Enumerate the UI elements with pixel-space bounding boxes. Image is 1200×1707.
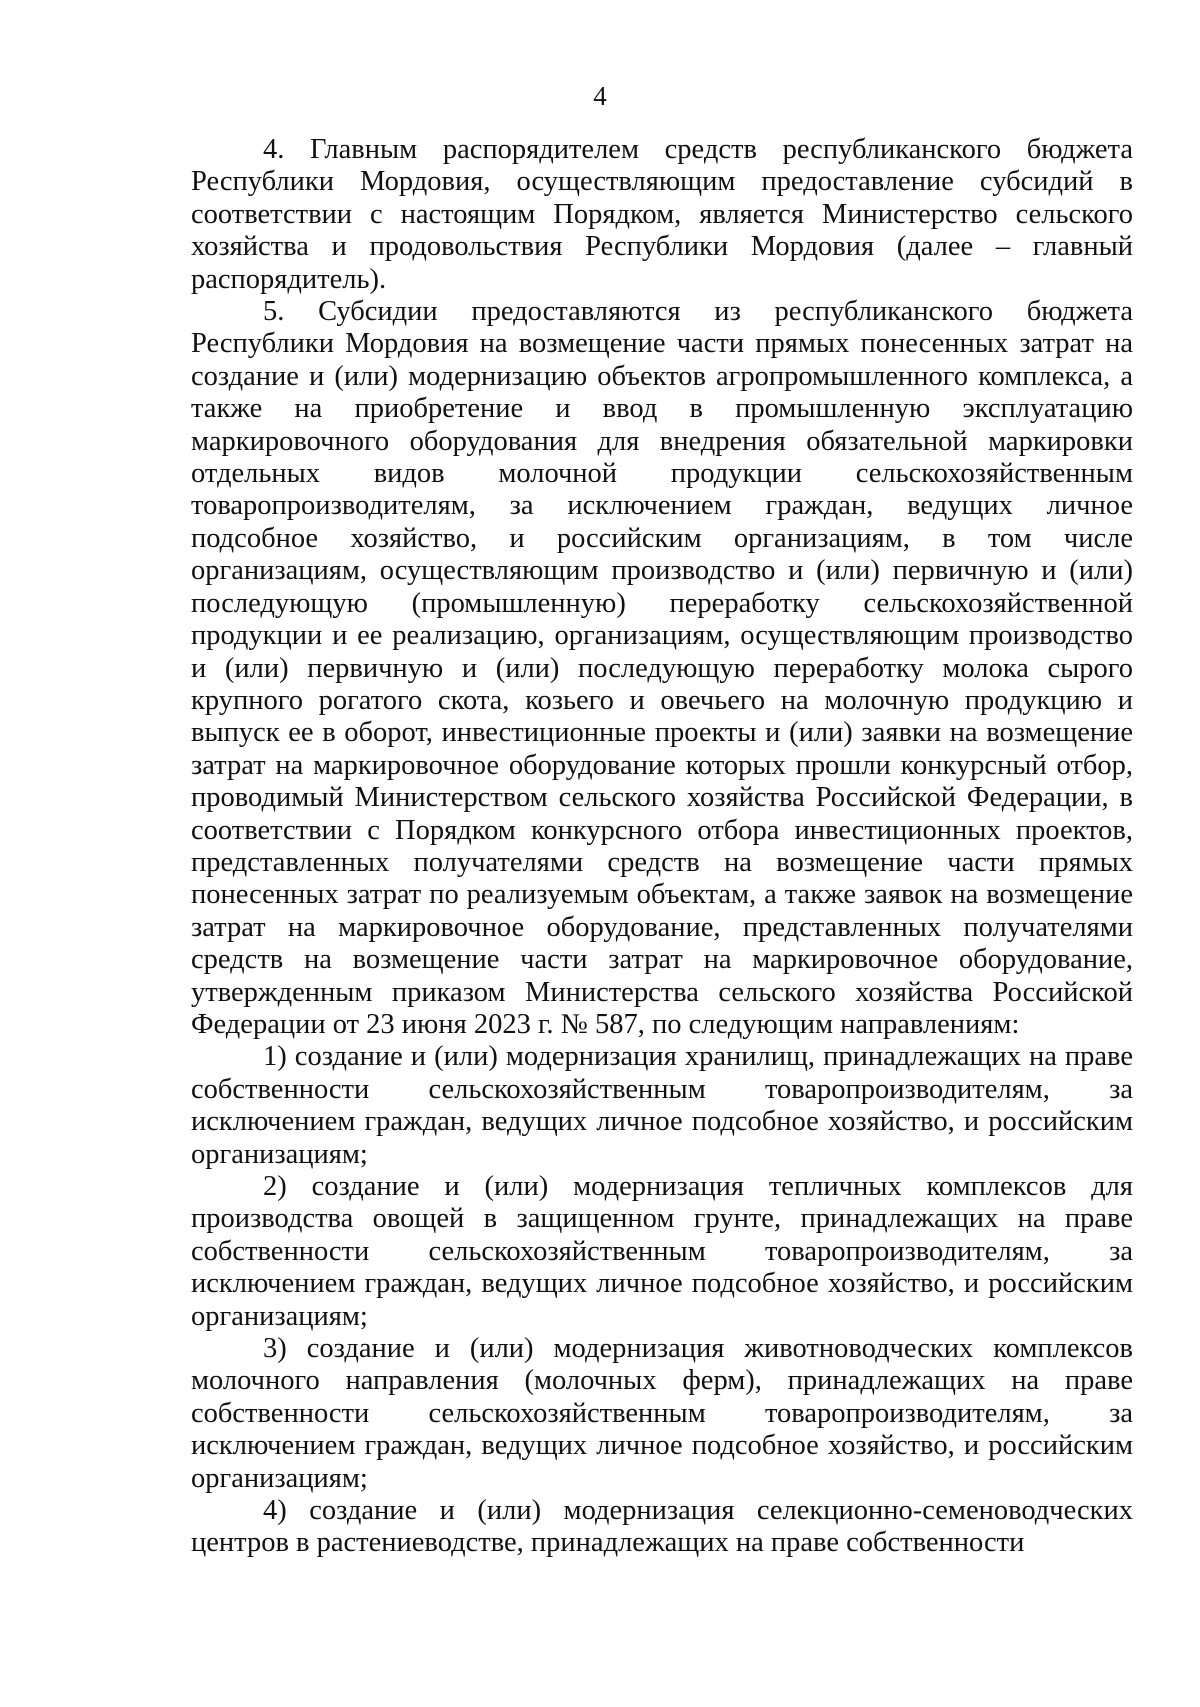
list-item-2: 2) создание и (или) модернизация тепличных комплексов для производства овощей в защищенном грунте, принадлежащих на праве собственности сельскохозяйственным товаропроизводителям, за исключением граждан, ведущих личное подсобное хозяйство, и российским организациям; xyxy=(191,1171,1133,1332)
page-number: 4 xyxy=(593,81,607,111)
document-body xyxy=(191,134,1133,1560)
list-item-4: 4) создание и (или) модернизация селекционно-семеноводческих центров в растениеводстве, принадлежащих на праве собственности xyxy=(191,1495,1133,1559)
paragraph-item-4: 4. Главным распорядителем средств республиканского бюджета Республики Мордовия, осуществляющим предоставление субсидий в соответствии с настоящим Порядком, является Министерство сельского хозяйства и продовольствия Республики Мордовия (далее – главный распорядитель). xyxy=(191,134,1133,295)
paragraph-item-5: 5. Субсидии предоставляются из республиканского бюджета Республики Мордовия на возмещение части прямых понесенных затрат на создание и (или) модернизацию объектов агропромышленного комплекса, а также на приобретение и ввод в промышленную эксплуатацию маркировочного оборудования для внедрения обязательной маркировки отдельных видов молочной продукции сельскохозяйственным товаропроизводителям, за исключением граждан, ведущих личное подсобное хозяйство, и российским организациям, в том числе организациям, осуществляющим производство и (или) первичную и (или) последующую (промышленную) переработку сельскохозяйственной продукции и ее реализацию, организациям, осуществляющим производство и (или) первичную и (или) последующую переработку молока сырого крупного рогатого скота, козьего и овечьего на молочную продукцию и выпуск ее в оборот, инвестиционные проекты и (или) заявки на возмещение затрат на маркировочное оборудование которых прошли конкурсный отбор, проводимый Министерством сельского хозяйства Российской Федерации, в соответствии с Порядком конкурсного отбора инвестиционных проектов, представленных получателями средств на возмещение части прямых понесенных затрат по реализуемым объектам, а также заявок на возмещение затрат на маркировочное оборудование, представленных получателями средств на возмещение части затрат на маркировочное оборудование, утвержденным приказом Министерства сельского хозяйства Российской Федерации от 23 июня 2023 г. № 587, по следующим направлениям: xyxy=(191,296,1133,1040)
list-item-1: 1) создание и (или) модернизация хранилищ, принадлежащих на праве собственности сельскохозяйственным товаропроизводителям, за исключением граждан, ведущих личное подсобное хозяйство, и российским организациям; xyxy=(191,1041,1133,1170)
list-item-3: 3) создание и (или) модернизация животноводческих комплексов молочного направления (молочных ферм), принадлежащих на праве собственности сельскохозяйственным товаропроизводителям, за исключением граждан, ведущих личное подсобное хозяйство, и российским организациям; xyxy=(191,1333,1133,1494)
